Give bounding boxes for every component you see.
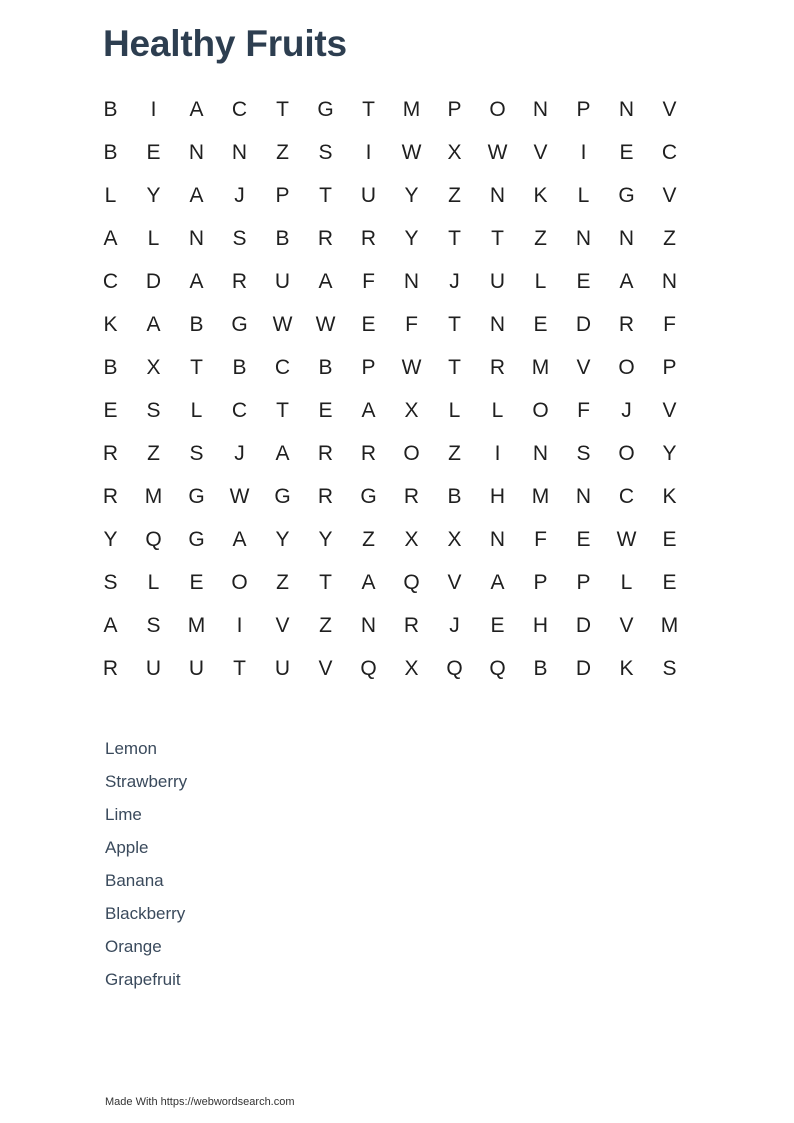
grid-letter: O <box>618 355 635 379</box>
grid-letter: T <box>491 226 504 250</box>
grid-letter: S <box>576 441 591 465</box>
grid-letter: E <box>662 570 677 594</box>
grid-letter: N <box>575 484 592 508</box>
grid-letter: E <box>318 398 333 422</box>
grid-letter: W <box>401 140 422 164</box>
grid-letter: T <box>448 226 461 250</box>
grid-letter: A <box>189 183 204 207</box>
grid-letter: S <box>662 656 677 680</box>
grid-letter: X <box>404 527 419 551</box>
grid-letter: N <box>231 140 248 164</box>
grid-letter: Q <box>360 656 377 680</box>
grid-letter: Y <box>404 183 419 207</box>
grid-letter: V <box>576 355 591 379</box>
grid-letter: V <box>318 656 333 680</box>
grid-letter: G <box>231 312 248 336</box>
grid-letter: P <box>576 97 591 121</box>
grid-letter: X <box>404 398 419 422</box>
grid-letter: C <box>231 97 248 121</box>
grid-letter: W <box>229 484 250 508</box>
grid-letter: Y <box>275 527 290 551</box>
grid-letter: A <box>232 527 247 551</box>
grid-letter: V <box>533 140 548 164</box>
grid-letter: R <box>360 226 377 250</box>
grid-letter: X <box>447 527 462 551</box>
grid-letter: E <box>189 570 204 594</box>
grid-letter: O <box>618 441 635 465</box>
grid-letter: N <box>489 312 506 336</box>
grid-letter: O <box>403 441 420 465</box>
grid-letter: T <box>362 97 375 121</box>
grid-letter: A <box>146 312 161 336</box>
grid-letter: N <box>618 97 635 121</box>
grid-letter: D <box>575 613 592 637</box>
grid-letter: B <box>103 97 118 121</box>
grid-letter: M <box>531 355 550 379</box>
grid-letter: F <box>663 312 676 336</box>
grid-letter: T <box>319 570 332 594</box>
grid-letter: T <box>233 656 246 680</box>
grid-letter: M <box>531 484 550 508</box>
grid-letter: F <box>577 398 590 422</box>
grid-letter: A <box>189 97 204 121</box>
grid-letter: H <box>532 613 549 637</box>
grid-letter: V <box>275 613 290 637</box>
page-title: Healthy Fruits <box>103 23 347 64</box>
grid-letter: D <box>575 656 592 680</box>
grid-letter: B <box>103 355 118 379</box>
grid-letter: A <box>361 398 376 422</box>
grid-letter: I <box>494 441 501 465</box>
grid-letter: U <box>188 656 205 680</box>
grid-letter: R <box>403 613 420 637</box>
grid-letter: R <box>317 441 334 465</box>
grid-letter: J <box>449 269 460 293</box>
grid-letter: E <box>619 140 634 164</box>
grid-letter: V <box>447 570 462 594</box>
grid-letter: V <box>662 398 677 422</box>
grid-letter: N <box>575 226 592 250</box>
grid-letter: B <box>232 355 247 379</box>
grid-letter: F <box>534 527 547 551</box>
grid-letter: L <box>620 570 633 594</box>
grid-letter: J <box>621 398 632 422</box>
grid-letter: M <box>187 613 206 637</box>
grid-letter: R <box>102 656 119 680</box>
grid-letter: P <box>576 570 591 594</box>
grid-letter: C <box>618 484 635 508</box>
grid-letter: A <box>490 570 505 594</box>
grid-letter: P <box>533 570 548 594</box>
grid-letter: H <box>489 484 506 508</box>
grid-letter: G <box>618 183 635 207</box>
grid-letter: R <box>102 441 119 465</box>
grid-letter: A <box>103 613 118 637</box>
grid-letter: L <box>577 183 590 207</box>
grid-letter: T <box>276 398 289 422</box>
grid-letter: A <box>318 269 333 293</box>
grid-letter: K <box>619 656 634 680</box>
grid-letter: N <box>188 226 205 250</box>
grid-letter: T <box>190 355 203 379</box>
grid-letter: R <box>231 269 248 293</box>
grid-letter: I <box>580 140 587 164</box>
grid-letter: P <box>662 355 677 379</box>
grid-letter: Z <box>448 441 461 465</box>
grid-letter: J <box>234 183 245 207</box>
grid-letter: B <box>533 656 548 680</box>
word-list <box>105 732 187 996</box>
grid-letter: V <box>619 613 634 637</box>
grid-letter: U <box>489 269 506 293</box>
grid-letter: G <box>188 527 205 551</box>
grid-letter: S <box>146 613 161 637</box>
grid-letter: M <box>402 97 421 121</box>
grid-letter: L <box>448 398 461 422</box>
grid-letter: N <box>360 613 377 637</box>
grid-letter: A <box>619 269 634 293</box>
grid-letter: X <box>146 355 161 379</box>
word-list-item: Apple <box>105 838 149 857</box>
grid-letter: E <box>490 613 505 637</box>
grid-letter: B <box>103 140 118 164</box>
grid-letter: N <box>532 441 549 465</box>
grid-letter: N <box>661 269 678 293</box>
grid-letter: R <box>102 484 119 508</box>
grid-letter: V <box>662 183 677 207</box>
grid-letter: S <box>103 570 118 594</box>
grid-letter: B <box>447 484 462 508</box>
grid-letter: A <box>361 570 376 594</box>
grid-letter: E <box>103 398 118 422</box>
grid-letter: M <box>660 613 679 637</box>
word-list-item: Blackberry <box>105 904 186 923</box>
grid-letter: R <box>317 226 334 250</box>
grid-letter: K <box>103 312 118 336</box>
grid-letter: L <box>147 226 160 250</box>
grid-letter: L <box>534 269 547 293</box>
grid-letter: Z <box>663 226 676 250</box>
grid-letter: U <box>274 269 291 293</box>
word-list-item: Lime <box>105 805 142 824</box>
grid-letter: I <box>150 97 157 121</box>
grid-letter: P <box>275 183 290 207</box>
grid-letter: M <box>144 484 163 508</box>
grid-letter: G <box>317 97 334 121</box>
grid-letter: O <box>489 97 506 121</box>
grid-letter: N <box>403 269 420 293</box>
grid-letter: C <box>102 269 119 293</box>
grid-letter: Z <box>319 613 332 637</box>
grid-letter: E <box>146 140 161 164</box>
grid-letter: N <box>532 97 549 121</box>
grid-letter: E <box>662 527 677 551</box>
grid-letter: A <box>189 269 204 293</box>
grid-letter: U <box>145 656 162 680</box>
grid-letter: Y <box>146 183 161 207</box>
word-list-item: Grapefruit <box>105 970 181 989</box>
grid-letter: S <box>146 398 161 422</box>
grid-letter: A <box>275 441 290 465</box>
grid-letter: U <box>274 656 291 680</box>
grid-letter: R <box>618 312 635 336</box>
grid-letter: G <box>360 484 377 508</box>
grid-letter: Q <box>446 656 463 680</box>
grid-letter: B <box>189 312 204 336</box>
grid-letter: O <box>231 570 248 594</box>
grid-letter: T <box>448 355 461 379</box>
grid-letter: V <box>662 97 677 121</box>
grid-letter: I <box>236 613 243 637</box>
grid-letter: R <box>403 484 420 508</box>
grid-letter: E <box>576 527 591 551</box>
grid-letter: W <box>487 140 508 164</box>
grid-letter: N <box>489 183 506 207</box>
grid-letter: C <box>661 140 678 164</box>
word-list-item: Strawberry <box>105 772 188 791</box>
grid-letter: J <box>449 613 460 637</box>
grid-letter: S <box>189 441 204 465</box>
grid-letter: L <box>190 398 203 422</box>
grid-letter: B <box>318 355 333 379</box>
grid-letter: D <box>145 269 162 293</box>
grid-letter: W <box>616 527 637 551</box>
grid-letter: L <box>104 183 117 207</box>
word-list-item: Lemon <box>105 739 157 758</box>
grid-letter: Y <box>404 226 419 250</box>
grid-letter: B <box>275 226 290 250</box>
grid-letter: N <box>489 527 506 551</box>
letter-grid <box>89 88 691 690</box>
word-list-item: Banana <box>105 871 164 890</box>
grid-letter: F <box>405 312 418 336</box>
grid-letter: U <box>360 183 377 207</box>
grid-letter: J <box>234 441 245 465</box>
grid-letter: L <box>491 398 504 422</box>
grid-letter: W <box>315 312 336 336</box>
grid-letter: A <box>103 226 118 250</box>
grid-letter: W <box>401 355 422 379</box>
grid-letter: I <box>365 140 372 164</box>
grid-letter: Y <box>318 527 333 551</box>
grid-letter: Z <box>362 527 375 551</box>
grid-letter: D <box>575 312 592 336</box>
grid-letter: R <box>360 441 377 465</box>
grid-letter: K <box>533 183 548 207</box>
grid-letter: X <box>447 140 462 164</box>
grid-letter: Z <box>276 570 289 594</box>
grid-letter: Q <box>145 527 162 551</box>
grid-letter: S <box>318 140 333 164</box>
grid-letter: T <box>448 312 461 336</box>
grid-letter: G <box>274 484 291 508</box>
grid-letter: P <box>447 97 462 121</box>
grid-letter: N <box>188 140 205 164</box>
grid-letter: T <box>276 97 289 121</box>
grid-letter: G <box>188 484 205 508</box>
grid-letter: Y <box>662 441 677 465</box>
grid-letter: Z <box>534 226 547 250</box>
grid-letter: Y <box>103 527 118 551</box>
grid-letter: F <box>362 269 375 293</box>
grid-letter: Q <box>403 570 420 594</box>
grid-letter: R <box>317 484 334 508</box>
grid-letter: W <box>272 312 293 336</box>
grid-letter: E <box>533 312 548 336</box>
grid-letter: C <box>274 355 291 379</box>
grid-letter: N <box>618 226 635 250</box>
grid-letter: K <box>662 484 677 508</box>
grid-letter: X <box>404 656 419 680</box>
grid-letter: Z <box>147 441 160 465</box>
grid-letter: P <box>361 355 376 379</box>
grid-letter: R <box>489 355 506 379</box>
grid-letter: Z <box>276 140 289 164</box>
grid-letter: T <box>319 183 332 207</box>
grid-letter: E <box>361 312 376 336</box>
grid-letter: Q <box>489 656 506 680</box>
grid-letter: Z <box>448 183 461 207</box>
grid-letter: O <box>532 398 549 422</box>
grid-letter: S <box>232 226 247 250</box>
footer-credit: Made With https://webwordsearch.com <box>105 1096 295 1108</box>
grid-letter: C <box>231 398 248 422</box>
grid-letter: L <box>147 570 160 594</box>
grid-letter: E <box>576 269 591 293</box>
word-list-item: Orange <box>105 937 162 956</box>
